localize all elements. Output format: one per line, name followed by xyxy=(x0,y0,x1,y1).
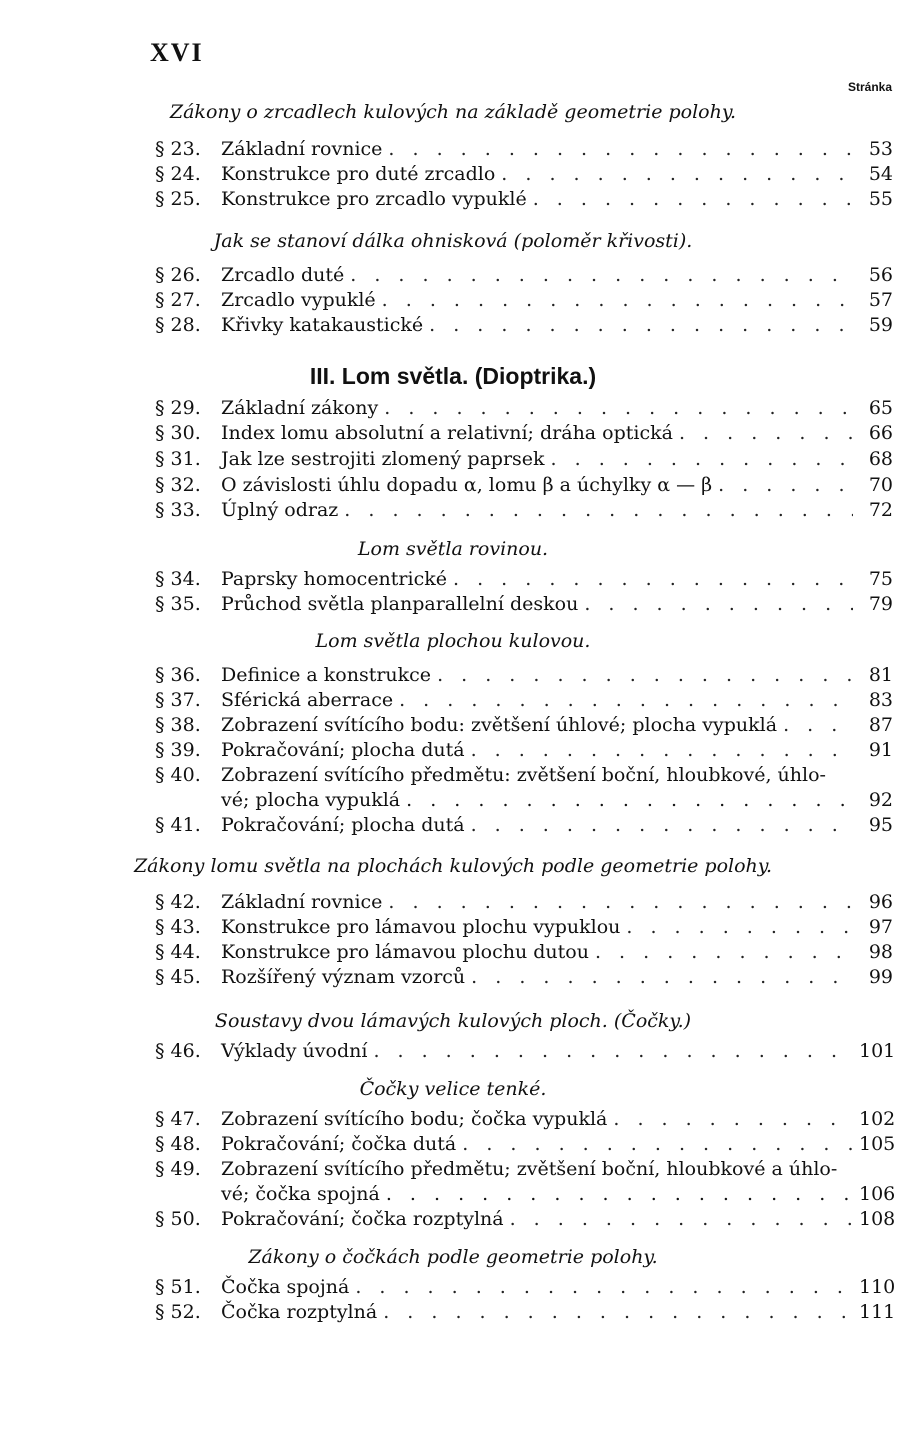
section-number: § 52. xyxy=(155,1301,201,1323)
entry-page: 97 xyxy=(868,916,893,938)
section-number: § 32. xyxy=(155,474,201,496)
section-number: § 51. xyxy=(155,1276,201,1298)
section-number: § 35. xyxy=(155,593,201,615)
entry-title: Čočka rozptylná xyxy=(221,1301,378,1323)
entry-title: Základní rovnice xyxy=(221,138,383,160)
page-number: XVI xyxy=(150,38,204,67)
toc-entry[interactable] xyxy=(155,916,893,940)
leader-dots xyxy=(344,499,853,521)
section-heading: Zákony o čočkách podle geometrie polohy. xyxy=(248,1246,658,1268)
leader-dots xyxy=(382,289,853,311)
chapter-title: III. Lom světla. (Dioptrika.) xyxy=(309,363,597,389)
toc-entry[interactable] xyxy=(155,568,893,592)
entry-page: 99 xyxy=(868,966,893,988)
toc-entry[interactable] xyxy=(155,764,893,788)
leader-dots xyxy=(388,891,853,913)
entry-title: Zobrazení svítícího předmětu: zvětšení boční, hloubkové, úhlo- xyxy=(221,764,826,786)
entry-title: Úplný odraz xyxy=(221,499,339,521)
leader-dots xyxy=(613,1108,853,1130)
leader-dots xyxy=(453,568,853,590)
leader-dots xyxy=(595,941,853,963)
entry-title: Jak lze sestrojiti zlomený paprsek xyxy=(221,448,545,470)
toc-entry[interactable] xyxy=(155,739,893,763)
toc-entry[interactable] xyxy=(155,814,893,838)
section-number: § 26. xyxy=(155,264,201,286)
entry-title: Definice a konstrukce xyxy=(221,664,432,686)
toc-entry[interactable] xyxy=(155,689,893,713)
toc-entry[interactable] xyxy=(155,448,893,472)
section-number: § 30. xyxy=(155,422,201,444)
toc-entry[interactable] xyxy=(155,289,893,313)
entry-page: 111 xyxy=(859,1301,896,1323)
entry-page: 59 xyxy=(868,314,893,336)
entry-page: 83 xyxy=(868,689,893,711)
entry-title: Zobrazení svítícího bodu: zvětšení úhlové; plocha vypuklá xyxy=(221,714,778,736)
entry-title: Rozšířený význam vzorců xyxy=(221,966,466,988)
toc-entry-continuation[interactable] xyxy=(221,789,893,813)
entry-page: 54 xyxy=(868,163,893,185)
section-number: § 43. xyxy=(155,916,201,938)
leader-dots xyxy=(462,1133,853,1155)
toc-entry[interactable] xyxy=(155,138,893,162)
entry-page: 96 xyxy=(868,891,893,913)
leader-dots xyxy=(510,1208,853,1230)
entry-page: 53 xyxy=(868,138,893,160)
entry-page: 92 xyxy=(868,789,893,811)
toc-entry[interactable] xyxy=(155,1040,896,1064)
leader-dots xyxy=(584,593,853,615)
section-number: § 39. xyxy=(155,739,201,761)
entry-page: 98 xyxy=(868,941,893,963)
section-heading: Zákony o zrcadlech kulových na základě geometrie polohy. xyxy=(169,101,737,123)
entry-title: Konstrukce pro duté zrcadlo xyxy=(221,163,496,185)
entry-title: Průchod světla planparallelní deskou xyxy=(221,593,579,615)
leader-dots xyxy=(383,1301,853,1323)
leader-dots xyxy=(384,397,853,419)
section-number: § 41. xyxy=(155,814,201,836)
section-number: § 46. xyxy=(155,1040,201,1062)
page-column-label: Stránka xyxy=(847,80,892,94)
entry-page: 108 xyxy=(859,1208,896,1230)
toc-entry[interactable] xyxy=(155,422,893,446)
leader-dots xyxy=(399,689,853,711)
leader-dots xyxy=(388,138,853,160)
toc-entry[interactable] xyxy=(155,714,893,738)
leader-dots xyxy=(471,814,853,836)
section-heading: Lom světla plochou kulovou. xyxy=(315,630,591,652)
entry-title: Výklady úvodní xyxy=(221,1040,368,1062)
entry-page: 81 xyxy=(868,664,893,686)
entry-title: Konstrukce pro zrcadlo vypuklé xyxy=(221,188,527,210)
entry-page: 70 xyxy=(868,474,893,496)
entry-page: 68 xyxy=(868,448,893,470)
entry-page: 101 xyxy=(859,1040,896,1062)
section-number: § 31. xyxy=(155,448,201,470)
leader-dots xyxy=(429,314,853,336)
toc-entry[interactable] xyxy=(155,1301,896,1325)
toc-entry[interactable] xyxy=(155,1158,893,1182)
leader-dots xyxy=(551,448,853,470)
leader-dots xyxy=(626,916,853,938)
entry-title: vé; čočka spojná xyxy=(221,1183,380,1205)
entry-page: 66 xyxy=(868,422,893,444)
leader-dots xyxy=(533,188,853,210)
entry-page: 79 xyxy=(868,593,893,615)
entry-page: 55 xyxy=(868,188,893,210)
toc-entry[interactable] xyxy=(155,593,893,617)
toc-entry[interactable] xyxy=(155,891,893,915)
entry-title: O závislosti úhlu dopadu α, lomu β a úchylky α — β xyxy=(221,474,713,496)
toc-entry[interactable] xyxy=(155,314,893,338)
toc-entry[interactable] xyxy=(155,264,893,288)
section-number: § 45. xyxy=(155,966,201,988)
leader-dots xyxy=(679,422,853,444)
toc-entry[interactable] xyxy=(155,1108,896,1132)
section-number: § 50. xyxy=(155,1208,201,1230)
entry-title: Základní zákony xyxy=(221,397,379,419)
toc-entry[interactable] xyxy=(155,1208,896,1232)
entry-title: Paprsky homocentrické xyxy=(221,568,447,590)
leader-dots xyxy=(350,264,853,286)
section-heading: Soustavy dvou lámavých kulových ploch. (Čočky.) xyxy=(214,1010,692,1032)
section-number: § 38. xyxy=(155,714,201,736)
toc-entry[interactable] xyxy=(155,397,893,421)
entry-page: 65 xyxy=(868,397,893,419)
toc-entry[interactable] xyxy=(155,163,893,187)
leader-dots xyxy=(437,664,853,686)
toc-entry[interactable] xyxy=(155,499,893,523)
entry-title: vé; plocha vypuklá xyxy=(221,789,401,811)
entry-page: 105 xyxy=(859,1133,896,1155)
section-number: § 33. xyxy=(155,499,201,521)
section-heading: Čočky velice tenké. xyxy=(359,1078,547,1100)
toc-entry[interactable] xyxy=(155,474,893,498)
entry-title: Zrcadlo duté xyxy=(221,264,345,286)
entry-page: 57 xyxy=(868,289,893,311)
entry-page: 87 xyxy=(868,714,893,736)
section-number: § 29. xyxy=(155,397,201,419)
section-number: § 27. xyxy=(155,289,201,311)
section-number: § 49. xyxy=(155,1158,201,1180)
leader-dots xyxy=(718,474,853,496)
section-heading: Jak se stanoví dálka ohnisková (poloměr křivosti). xyxy=(213,230,693,252)
entry-title: Konstrukce pro lámavou plochu dutou xyxy=(221,941,589,963)
section-number: § 44. xyxy=(155,941,201,963)
entry-title: Křivky katakaustické xyxy=(221,314,424,336)
entry-title: Sférická aberrace xyxy=(221,689,394,711)
leader-dots xyxy=(783,714,853,736)
section-number: § 25. xyxy=(155,188,201,210)
entry-title: Zrcadlo vypuklé xyxy=(221,289,376,311)
entry-title: Pokračování; čočka rozptylná xyxy=(221,1208,504,1230)
section-number: § 48. xyxy=(155,1133,201,1155)
section-number: § 34. xyxy=(155,568,201,590)
leader-dots xyxy=(471,966,853,988)
entry-title: Základní rovnice xyxy=(221,891,383,913)
entry-title: Pokračování; plocha dutá xyxy=(221,739,465,761)
leader-dots xyxy=(386,1183,853,1205)
entry-page: 72 xyxy=(868,499,893,521)
toc-entry[interactable] xyxy=(155,664,893,688)
section-heading: Lom světla rovinou. xyxy=(357,538,549,560)
entry-title: Konstrukce pro lámavou plochu vypuklou xyxy=(221,916,621,938)
section-number: § 28. xyxy=(155,314,201,336)
toc-entry[interactable] xyxy=(155,1133,896,1157)
toc-entry[interactable] xyxy=(155,966,893,990)
entry-title: Čočka spojná xyxy=(221,1276,350,1298)
section-number: § 23. xyxy=(155,138,201,160)
section-number: § 40. xyxy=(155,764,201,786)
toc-entry[interactable] xyxy=(155,941,893,965)
entry-page: 56 xyxy=(868,264,893,286)
leader-dots xyxy=(501,163,853,185)
section-number: § 42. xyxy=(155,891,201,913)
leader-dots xyxy=(471,739,853,761)
leader-dots xyxy=(355,1276,853,1298)
toc-entry[interactable] xyxy=(155,188,893,212)
toc-entry-continuation[interactable] xyxy=(221,1183,896,1207)
entry-page: 110 xyxy=(859,1276,896,1298)
entry-page: 75 xyxy=(868,568,893,590)
toc-entry[interactable] xyxy=(155,1276,896,1300)
section-heading: Zákony lomu světla na plochách kulových podle geometrie polohy. xyxy=(133,855,773,877)
section-number: § 36. xyxy=(155,664,201,686)
entry-title: Zobrazení svítícího předmětu; zvětšení boční, hloubkové a úhlo- xyxy=(221,1158,838,1180)
entry-page: 91 xyxy=(868,739,893,761)
section-number: § 47. xyxy=(155,1108,201,1130)
entry-title: Index lomu absolutní a relativní; dráha optická xyxy=(221,422,673,444)
entry-page: 106 xyxy=(859,1183,896,1205)
entry-page: 95 xyxy=(868,814,893,836)
leader-dots xyxy=(406,789,853,811)
entry-page: 102 xyxy=(859,1108,896,1130)
entry-title: Pokračování; plocha dutá xyxy=(221,814,465,836)
section-number: § 37. xyxy=(155,689,201,711)
leader-dots xyxy=(373,1040,853,1062)
entry-title: Pokračování; čočka dutá xyxy=(221,1133,457,1155)
section-number: § 24. xyxy=(155,163,201,185)
entry-title: Zobrazení svítícího bodu; čočka vypuklá xyxy=(221,1108,608,1130)
